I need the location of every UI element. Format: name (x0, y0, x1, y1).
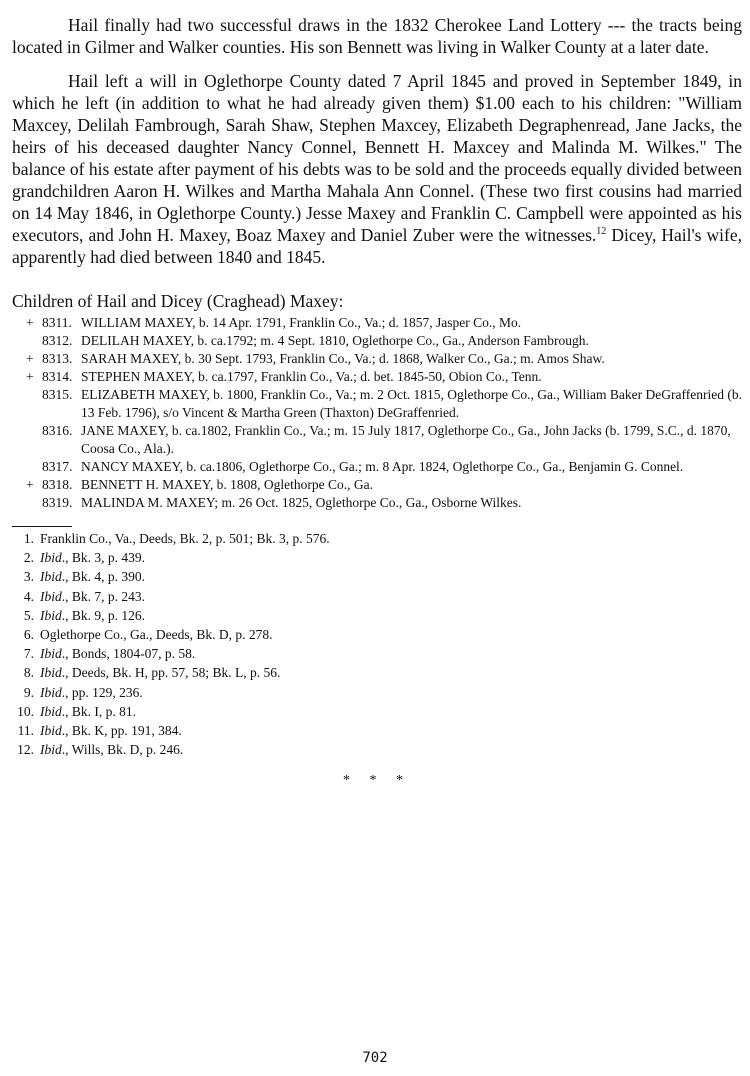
footnote (12, 683, 742, 702)
footnote-text: Franklin Co., Va., Deeds, Bk. 2, p. 501; Bk. 3, p. 576. (40, 531, 330, 546)
child-text: DELILAH MAXEY, b. ca.1792; m. 4 Sept. 1810, Oglethorpe Co., Ga., Anderson Fambrough. (81, 333, 589, 348)
footnote-ibid: Ibid (40, 723, 62, 739)
descendant-marker: + (26, 351, 34, 366)
footnote-number: 7. (23, 646, 34, 662)
child-number: 8318. (42, 477, 73, 492)
footnote-number: 1. (23, 531, 34, 546)
child-entry (12, 332, 742, 350)
footnote-ibid: Ibid (40, 569, 62, 585)
footnote (12, 529, 742, 548)
footnote-text: ., Bk. 9, p. 126. (61, 607, 146, 623)
document-page (12, 14, 742, 789)
paragraph-will (12, 70, 742, 268)
footnote-text: Oglethorpe Co., Ga., Deeds, Bk. D, p. 278. (40, 627, 273, 643)
footnote-text: ., Wills, Bk. D, p. 246. (61, 742, 184, 758)
footnote-text: ., Deeds, Bk. H, pp. 57, 58; Bk. L, p. 56. (61, 665, 281, 681)
footnote (12, 740, 742, 759)
footnote (12, 548, 742, 567)
child-entry (12, 458, 742, 476)
footnote-ibid: Ibid (40, 646, 62, 662)
footnote-text: ., Bonds, 1804-07, p. 58. (61, 646, 196, 662)
child-number: 8311. (42, 315, 72, 330)
child-entry (12, 422, 742, 458)
footnote-ibid: Ibid (40, 607, 62, 623)
footnote-text: ., Bk. 7, p. 243. (61, 588, 146, 604)
footnote-number: 11. (17, 723, 34, 739)
footnote (12, 567, 742, 586)
paragraph-text-continued: Dicey, Hail's wife, apparently had died between 1840 and 1845. (12, 225, 742, 267)
footnote-number: 8. (23, 665, 34, 681)
footnote-number: 3. (23, 569, 34, 585)
footnote (12, 625, 742, 644)
footnote-ibid: Ibid (40, 550, 62, 566)
footnote (12, 663, 742, 682)
footnote-text: ., Bk. I, p. 81. (61, 703, 136, 719)
child-entry (12, 350, 742, 368)
footnote (12, 644, 742, 663)
page-number: 702 (362, 1050, 388, 1066)
footnote-number: 12. (17, 742, 34, 758)
footnote-text: ., Bk. K, pp. 191, 384. (61, 723, 182, 739)
child-number: 8319. (42, 495, 73, 510)
child-entry (12, 386, 742, 422)
footnote (12, 721, 742, 740)
child-text: JANE MAXEY, b. ca.1802, Franklin Co., Va.; m. 15 July 1817, Oglethorpe Co., Ga., John Jacks (b. 1799, S.C., d. 1870, Coosa Co., Ala.). (81, 423, 731, 456)
footnote-text: ., Bk. 4, p. 390. (61, 569, 146, 585)
footnote-ibid: Ibid (40, 742, 62, 758)
footnote-number: 10. (17, 703, 34, 719)
child-text: MALINDA M. MAXEY; m. 26 Oct. 1825, Oglethorpe Co., Ga., Osborne Wilkes. (81, 495, 522, 510)
footnote-number: 2. (23, 550, 34, 566)
footnote-number: 6. (23, 627, 34, 643)
footnote-number: 4. (23, 588, 34, 604)
child-text: WILLIAM MAXEY, b. 14 Apr. 1791, Franklin Co., Va.; d. 1857, Jasper Co., Mo. (81, 315, 522, 330)
child-text: ELIZABETH MAXEY, b. 1800, Franklin Co., Va.; m. 2 Oct. 1815, Oglethorpe Co., Ga., William Baker DeGraffenried (b. 13 Feb. 1796), s/o Vincent & Martha Green (Thaxton) DeGraffenried. (81, 387, 742, 420)
child-number: 8314. (42, 369, 73, 384)
footnote-ibid: Ibid (40, 665, 62, 681)
footnote (12, 702, 742, 721)
footnote-number: 5. (23, 607, 34, 623)
footnote-ibid: Ibid (40, 588, 62, 604)
footnote-text: ., Bk. 3, p. 439. (61, 550, 146, 566)
descendant-marker: + (26, 315, 34, 330)
child-entry (12, 494, 742, 512)
descendant-marker: + (26, 369, 34, 384)
child-entry (12, 368, 742, 386)
footnote (12, 606, 742, 625)
child-text: BENNETT H. MAXEY, b. 1808, Oglethorpe Co., Ga. (81, 477, 373, 492)
child-number: 8317. (42, 459, 73, 474)
children-list (12, 314, 742, 512)
footnote (12, 587, 742, 606)
paragraph-text: Hail finally had two successful draws in the 1832 Cherokee Land Lottery --- the tracts being located in Gilmer and Walker counties. His son Bennett was living in Walker County at a later date. (12, 15, 742, 57)
child-number: 8313. (42, 351, 73, 366)
child-entry (12, 476, 742, 494)
child-entry (12, 314, 742, 332)
section-break: * * * (343, 773, 411, 789)
child-text: SARAH MAXEY, b. 30 Sept. 1793, Franklin Co., Va.; d. 1868, Walker Co., Ga.; m. Amos Shaw. (81, 351, 605, 366)
child-text: STEPHEN MAXEY, b. ca.1797, Franklin Co., Va.; d. bet. 1845-50, Obion Co., Tenn. (81, 369, 542, 384)
footnote-divider (12, 526, 72, 527)
footnotes-list (12, 529, 742, 759)
child-number: 8315. (42, 387, 73, 402)
child-text: NANCY MAXEY, b. ca.1806, Oglethorpe Co., Ga.; m. 8 Apr. 1824, Oglethorpe Co., Ga., Benjamin G. Connel. (81, 459, 684, 474)
descendant-marker: + (26, 477, 34, 492)
footnote-text: ., pp. 129, 236. (61, 684, 143, 700)
paragraph-text: Hail left a will in Oglethorpe County dated 7 April 1845 and proved in September 1849, in which he left (in addition to what he had already given them) $1.00 each to his children: "William Maxcey, Delilah Fambrough, Sarah Shaw, Stephen Maxcey, Elizabeth Degraphenread, Jane Jacks, the heirs of his deceased daughter Nancy Connel, Bennett H. Maxcey and Malinda M. Wilkes." The balance of his estate after payment of his debts was to be sold and the proceeds equally divided between grandchildren Aaron H. Wilkes and Martha Mahala Ann Connel. (These two first cousins had married on 14 May 1846, in Oglethorpe County.) Jesse Maxey and Franklin C. Campbell were appointed as his executors, and John H. Maxey, Boaz Maxey and Daniel Zuber were the witnesses. (12, 71, 742, 245)
child-number: 8316. (42, 423, 73, 438)
footnote-ibid: Ibid (40, 684, 62, 700)
footnote-number: 9. (23, 684, 34, 700)
children-heading: Children of Hail and Dicey (Craghead) Maxey: (12, 291, 344, 311)
footnote-ibid: Ibid (40, 703, 62, 719)
paragraph-lottery (12, 14, 742, 58)
footnote-reference: 12 (596, 226, 607, 238)
child-number: 8312. (42, 333, 73, 348)
